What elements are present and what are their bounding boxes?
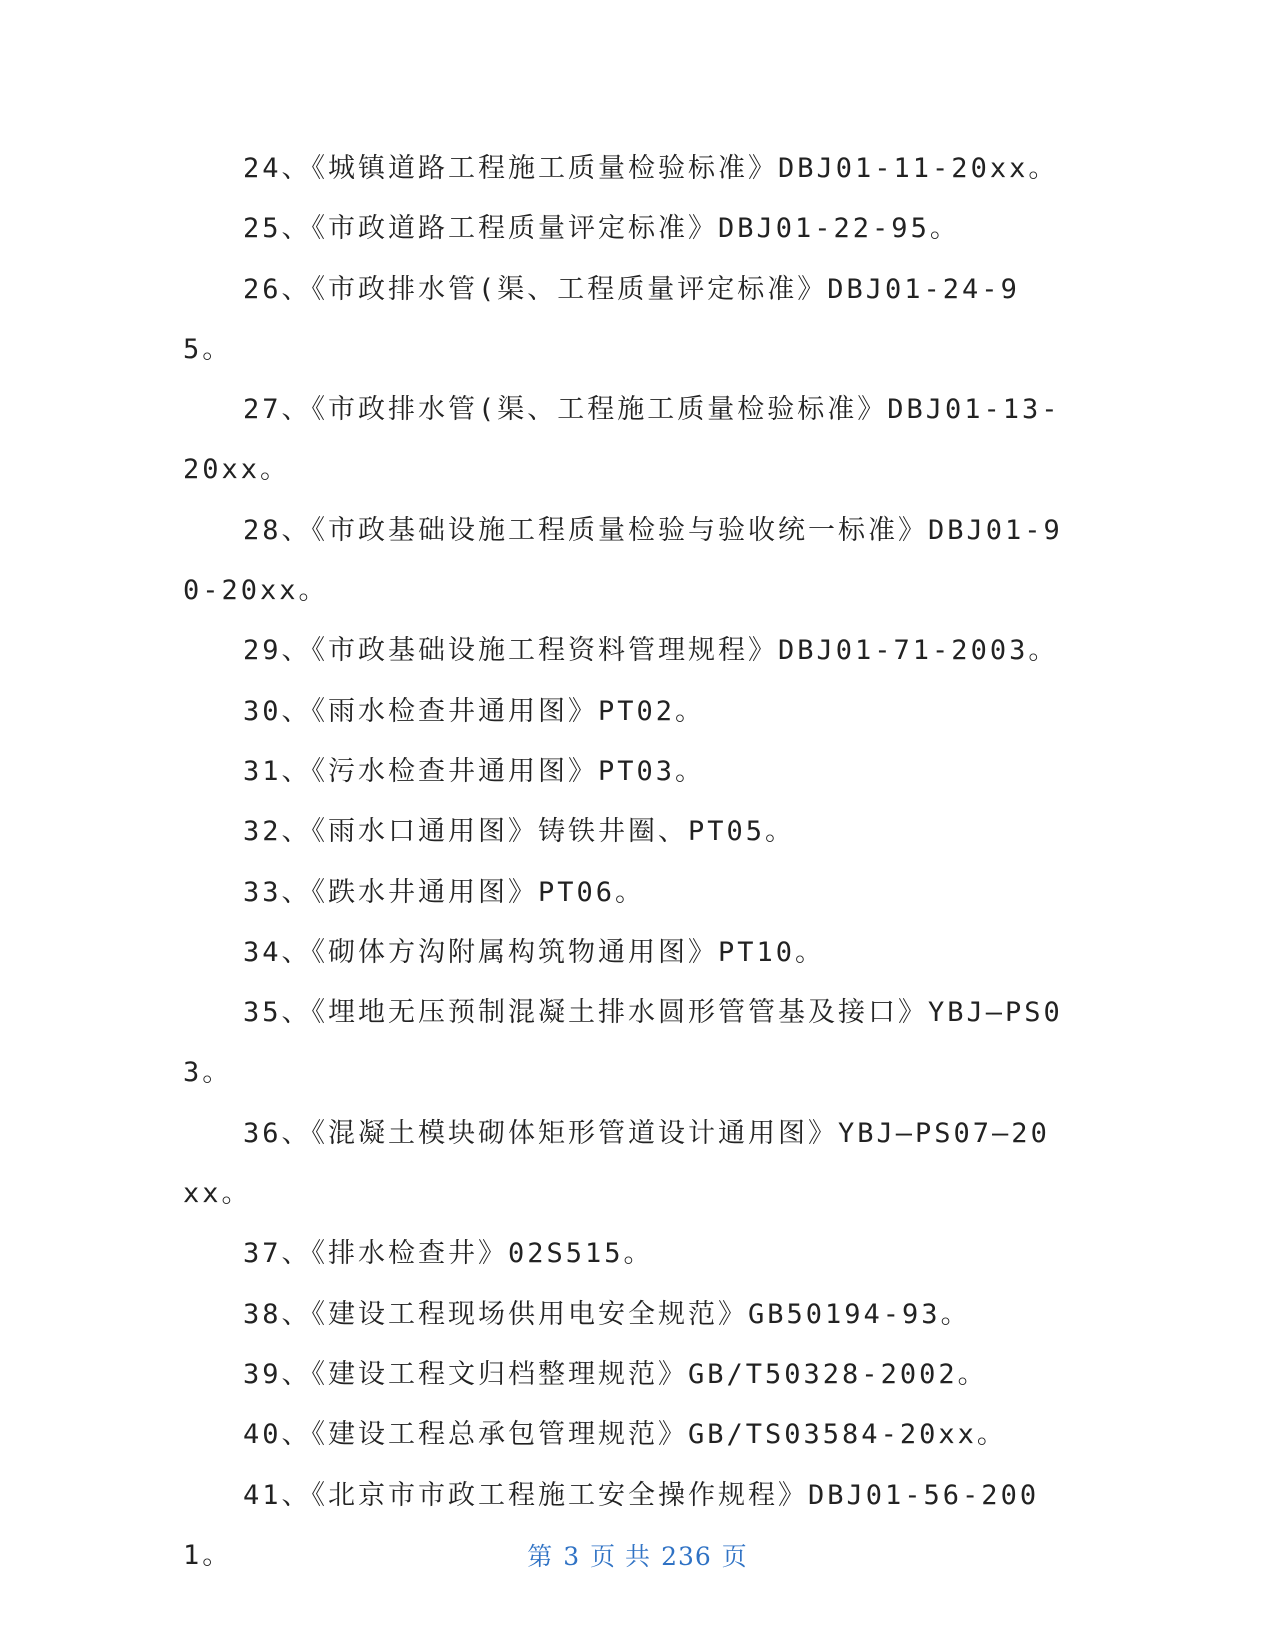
footer-total-pages: 236 xyxy=(661,1542,712,1571)
reference-item-41: 41、《北京市市政工程施工安全操作规程》DBJ01-56-2001。 xyxy=(183,1479,1040,1571)
reference-item-30: 30、《雨水检查井通用图》PT02。 xyxy=(243,695,706,727)
reference-item-37: 37、《排水检查井》02S515。 xyxy=(243,1238,654,1270)
reference-item-25: 25、《市政道路工程质量评定标准》DBJ01-22-95。 xyxy=(243,213,960,245)
footer-prefix: 第 xyxy=(527,1542,554,1571)
reference-item-26: 26、《市政排水管(渠、工程质量评定标准》DBJ01-24-95。 xyxy=(183,273,1020,365)
footer-suffix: 页 xyxy=(721,1542,748,1571)
reference-item-35: 35、《埋地无压预制混凝土排水圆形管管基及接口》YBJ—PS03。 xyxy=(183,997,1063,1089)
reference-item-36: 36、《混凝土模块砌体矩形管道设计通用图》YBJ—PS07—20xx。 xyxy=(183,1117,1050,1210)
footer-current-page: 3 xyxy=(563,1542,581,1571)
reference-item-39: 39、《建设工程文归档整理规范》GB/T50328-2002。 xyxy=(243,1358,988,1390)
reference-item-31: 31、《污水检查井通用图》PT03。 xyxy=(243,755,706,787)
reference-item-34: 34、《砌体方沟附属构筑物通用图》PT10。 xyxy=(243,936,826,968)
document-body xyxy=(183,139,1063,1586)
reference-item-40: 40、《建设工程总承包管理规范》GB/TS03584-20xx。 xyxy=(243,1419,1007,1451)
reference-item-38: 38、《建设工程现场供用电安全规范》GB50194-93。 xyxy=(243,1298,971,1330)
reference-item-28: 28、《市政基础设施工程质量检验与验收统一标准》DBJ01-90-20xx。 xyxy=(183,514,1063,607)
reference-item-32: 32、《雨水口通用图》铸铁井圈、PT05。 xyxy=(243,816,796,848)
reference-item-33: 33、《跌水井通用图》PT06。 xyxy=(243,876,646,908)
reference-item-29: 29、《市政基础设施工程资料管理规程》DBJ01-71-2003。 xyxy=(243,635,1059,667)
footer-middle: 页 共 xyxy=(590,1542,652,1571)
reference-item-24: 24、《城镇道路工程施工质量检验标准》DBJ01-11-20xx。 xyxy=(243,153,1059,184)
reference-item-27: 27、《市政排水管(渠、工程施工质量检验标准》DBJ01-13-20xx。 xyxy=(183,394,1061,486)
page-footer xyxy=(0,1537,1275,1573)
